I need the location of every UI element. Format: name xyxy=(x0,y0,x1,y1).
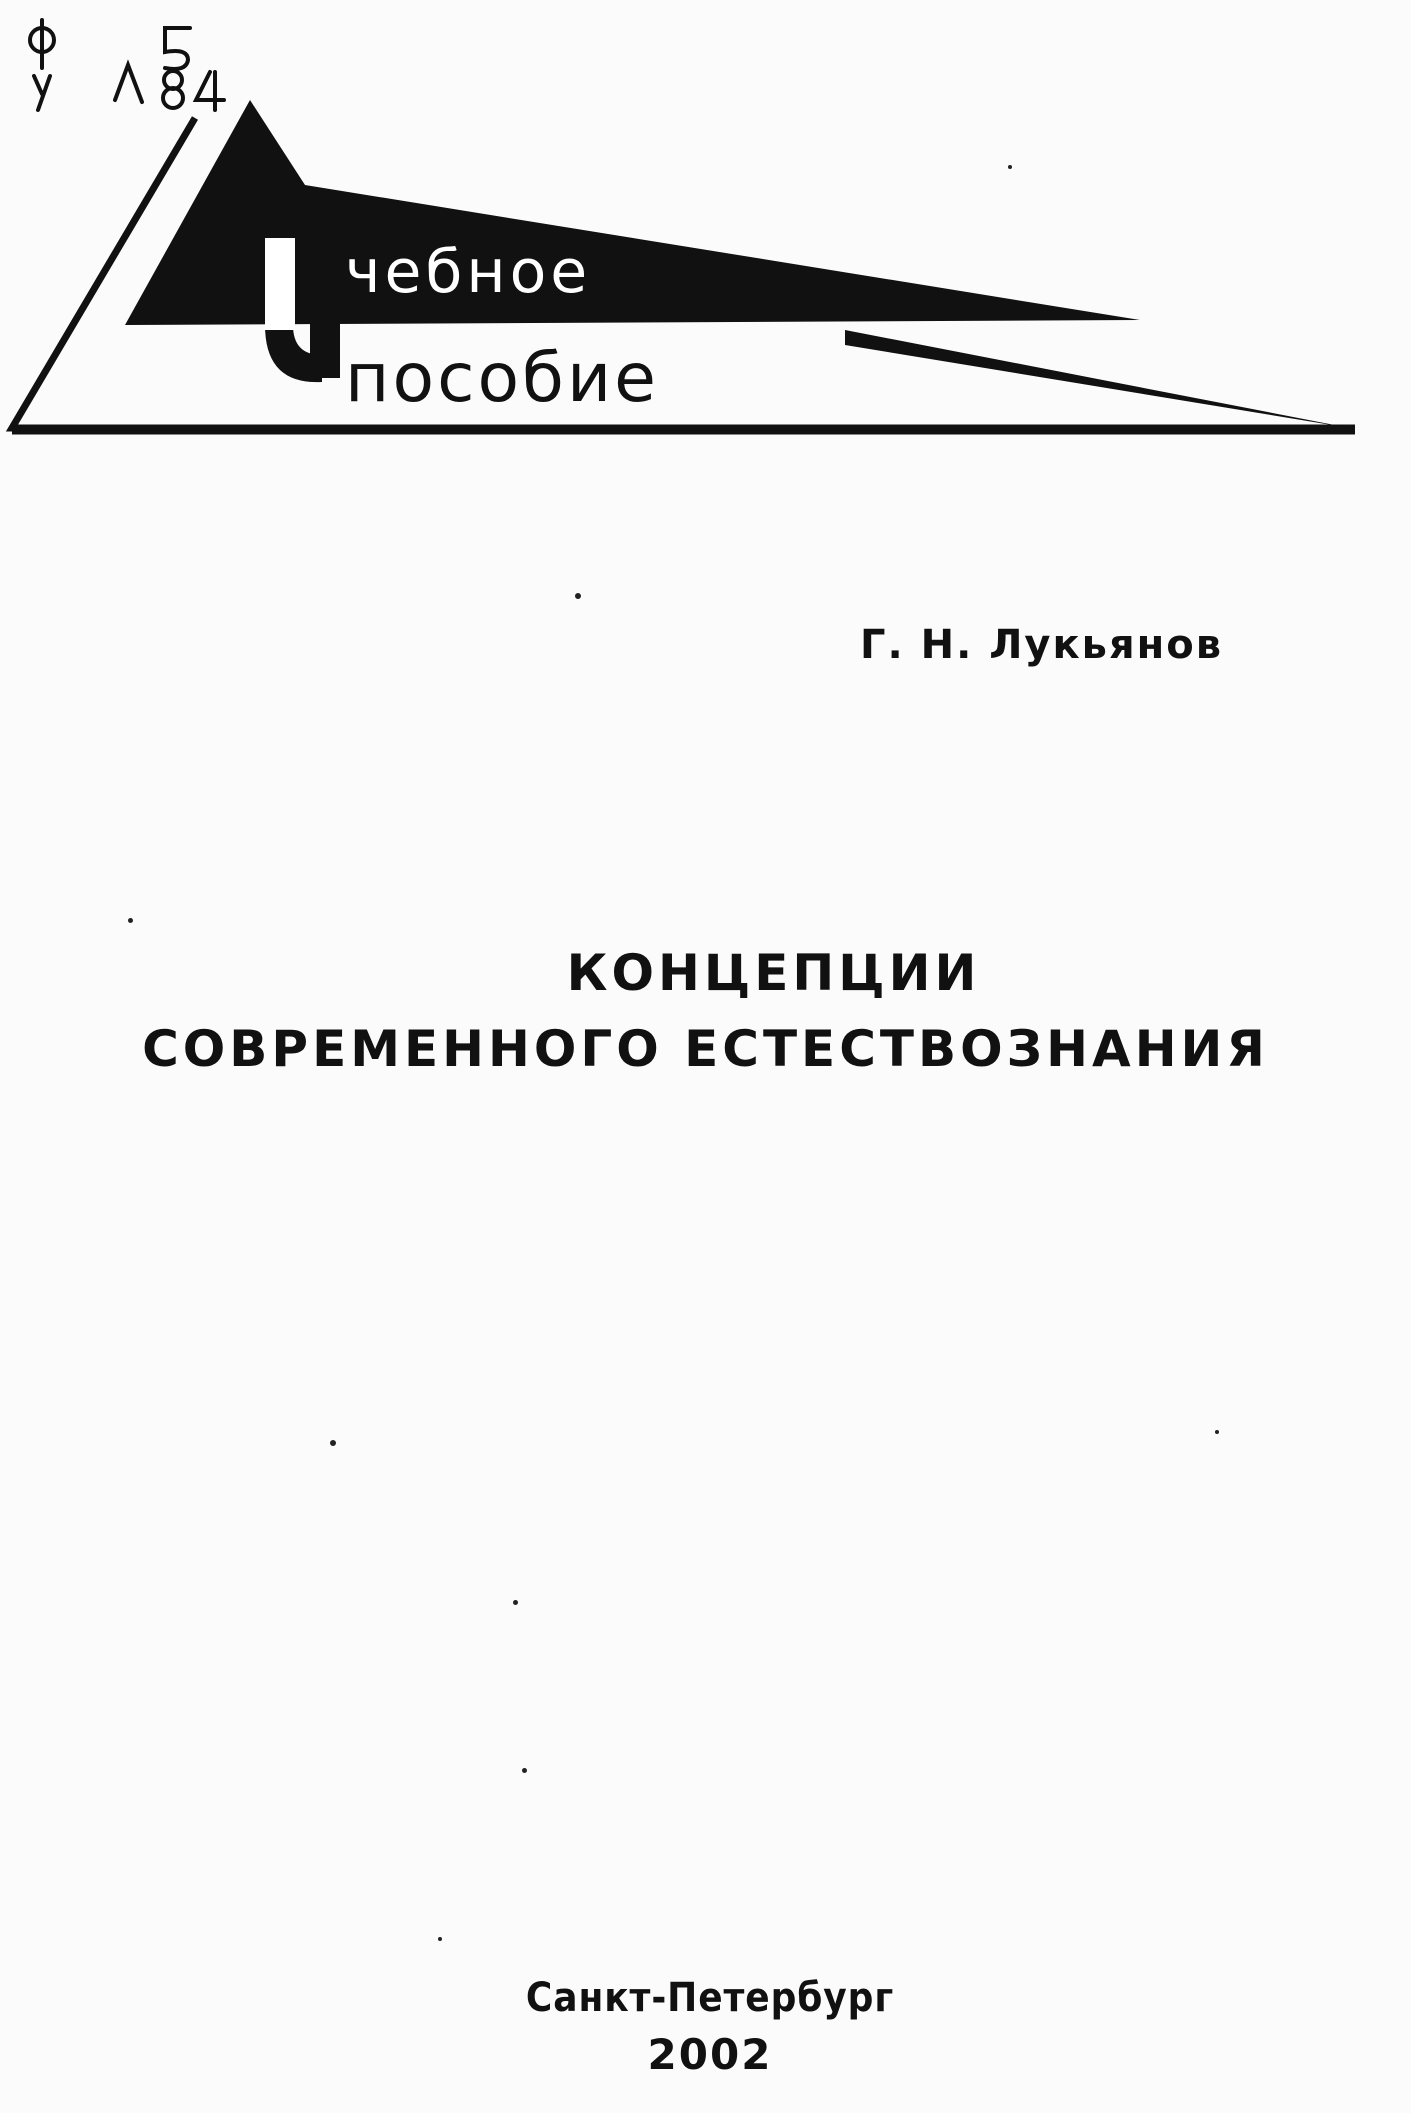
scan-speck xyxy=(1008,165,1012,169)
book-title-line-1: КОНЦЕПЦИИ xyxy=(566,944,981,1002)
handwritten-library-mark xyxy=(20,10,250,130)
publication-year: 2002 xyxy=(647,2030,773,2079)
scan-speck xyxy=(128,918,133,923)
series-logo-line1: чебное xyxy=(345,237,592,307)
publication-city: Санкт-Петербург xyxy=(525,1975,895,2021)
scan-speck xyxy=(330,1440,336,1446)
logo-lower-wedge xyxy=(845,330,1350,428)
scan-speck xyxy=(513,1600,518,1605)
scan-speck xyxy=(522,1768,527,1773)
series-logo-line2: пособие xyxy=(345,339,660,418)
author-name: Г. Н. Лукьянов xyxy=(860,622,1224,668)
scan-speck xyxy=(1215,1430,1219,1434)
scan-speck xyxy=(438,1937,442,1941)
scan-speck xyxy=(575,593,581,599)
book-title-line-2: СОВРЕМЕННОГО ЕСТЕСТВОЗНАНИЯ xyxy=(142,1020,1269,1078)
